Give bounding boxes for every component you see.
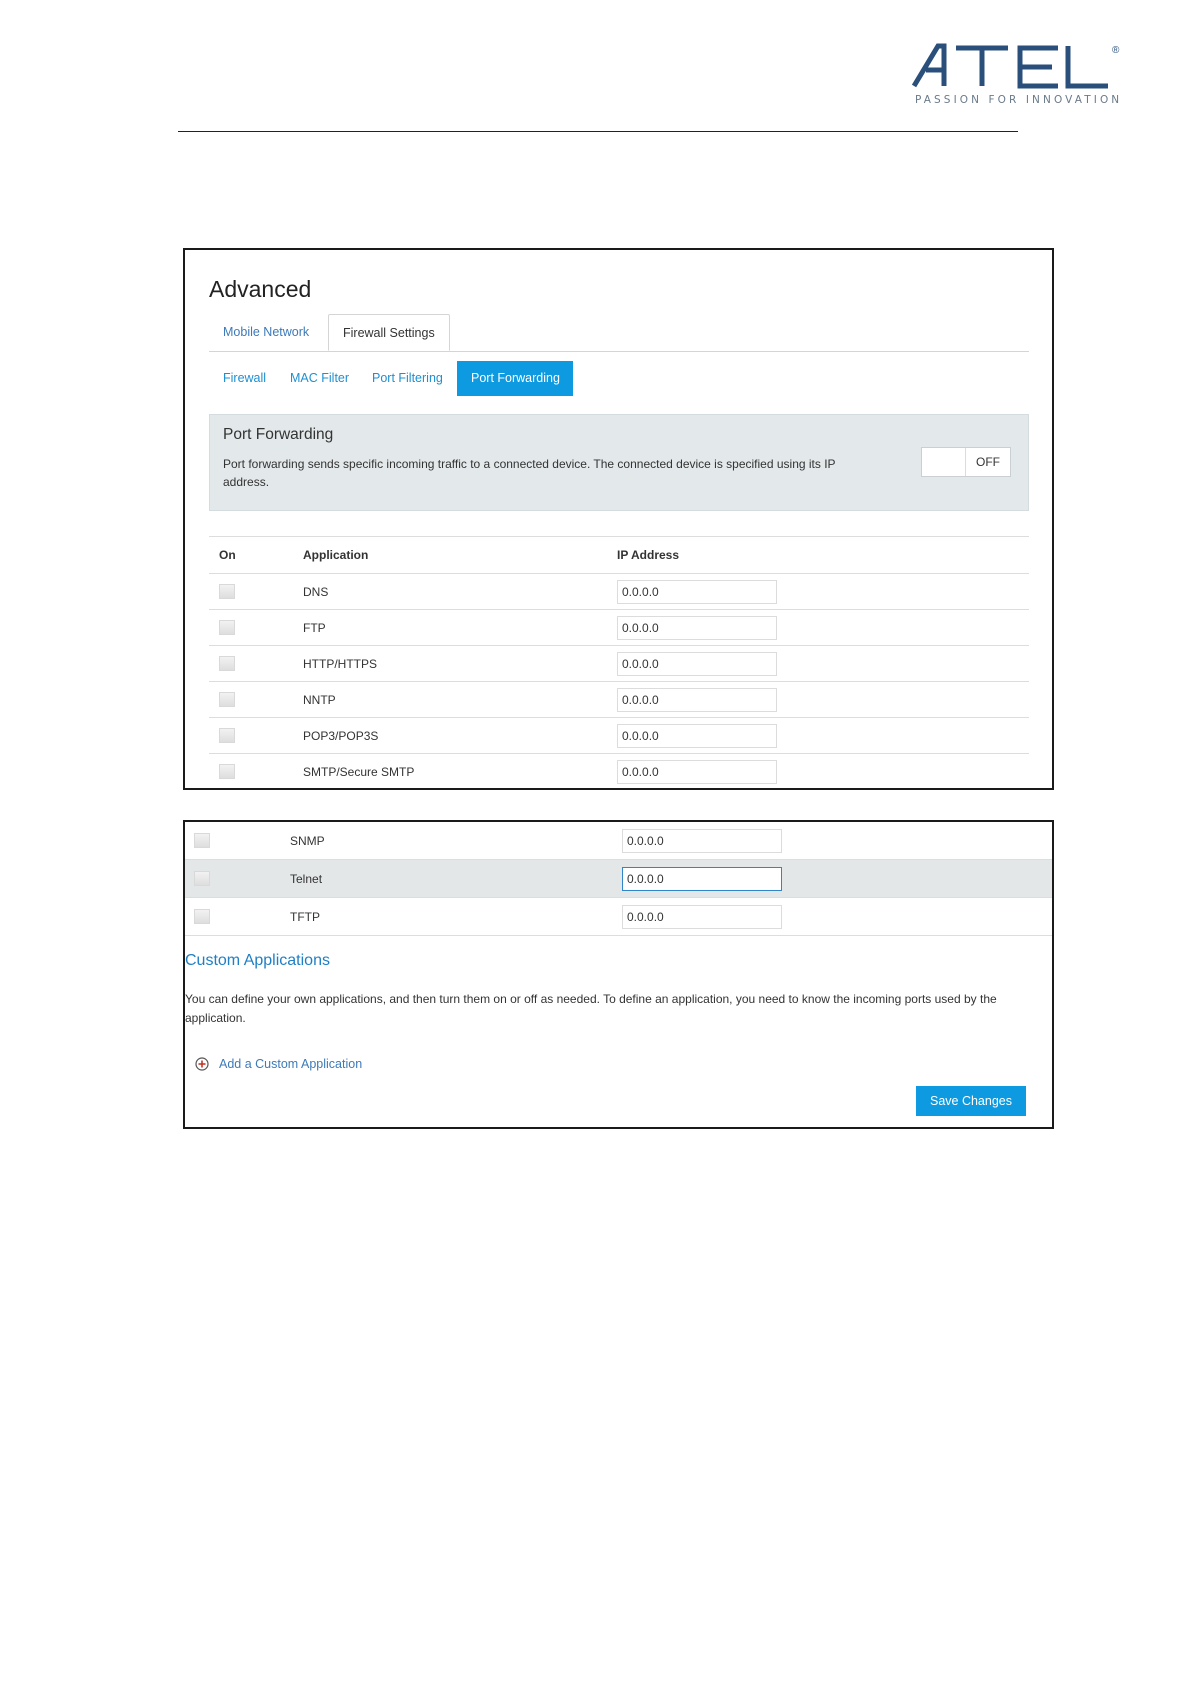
ip-address-input[interactable] [617,616,777,640]
custom-applications-title: Custom Applications [185,952,330,969]
table-row [209,754,1029,790]
row-application: POP3/POP3S [303,718,617,754]
row-checkbox[interactable] [219,620,235,635]
atel-wordmark-graphic [912,42,1112,92]
port-forwarding-panel [209,414,1029,511]
panel-description: Port forwarding sends specific incoming traffic to a connected device. The connected device is specified using its IP address. [223,457,836,489]
add-circle-icon [195,1057,209,1071]
table-row [209,574,1029,610]
row-checkbox[interactable] [219,764,235,779]
port-forwarding-table [209,536,1029,790]
ip-address-input[interactable] [617,724,777,748]
tab-mobile-network[interactable]: Mobile Network [223,325,310,339]
port-forwarding-table-continued [185,822,1052,936]
header-on: On [209,537,303,574]
registered-mark: ® [1112,45,1120,56]
row-checkbox[interactable] [194,833,210,848]
ip-address-input[interactable] [617,652,777,676]
subtab-firewall[interactable]: Firewall [223,371,267,385]
save-changes-button[interactable]: Save Changes [916,1086,1026,1116]
row-application: Telnet [290,860,622,898]
table-row [209,682,1029,718]
row-checkbox[interactable] [219,728,235,743]
ip-address-input[interactable] [617,760,777,784]
row-application: HTTP/HTTPS [303,646,617,682]
ip-address-input[interactable] [617,580,777,604]
table-row [209,610,1029,646]
subtab-mac-filter[interactable]: MAC Filter [290,371,350,385]
table-row [209,718,1029,754]
ip-address-input-focused[interactable] [622,867,782,891]
subtab-port-filtering[interactable]: Port Filtering [372,371,443,385]
row-checkbox[interactable] [194,871,210,886]
logo-tagline: PASSION FOR INNOVATION [915,94,1123,106]
table-row [209,646,1029,682]
row-application: TFTP [290,898,622,936]
row-application: DNS [303,574,617,610]
ip-address-input[interactable] [617,688,777,712]
row-application: NNTP [303,682,617,718]
table-header-row [209,537,1029,574]
table-row [185,898,1052,936]
row-application: SMTP/Secure SMTP [303,754,617,790]
main-tabs [209,314,1029,352]
header-divider [178,131,1018,132]
custom-applications-description: You can define your own applications, and then turn them on or off as needed. To define an application, you need to know the incoming ports used by the application. [185,992,997,1025]
panel-title: Port Forwarding [223,426,334,443]
table-row [185,822,1052,860]
screenshot-frame-top [183,248,1054,790]
header-ip-address: IP Address [617,537,1029,574]
ip-address-input[interactable] [622,829,782,853]
row-checkbox[interactable] [219,656,235,671]
subtab-port-forwarding[interactable]: Port Forwarding [457,361,573,396]
ip-address-input[interactable] [622,905,782,929]
header-application: Application [303,537,617,574]
tab-firewall-settings[interactable]: Firewall Settings [328,314,450,351]
toggle-knob [922,448,966,476]
row-checkbox[interactable] [219,584,235,599]
add-custom-application-label: Add a Custom Application [219,1057,363,1071]
atel-logo [912,42,1132,112]
row-checkbox[interactable] [219,692,235,707]
row-application: SNMP [290,822,622,860]
row-checkbox[interactable] [194,909,210,924]
table-row-selected [185,860,1052,898]
page-title: Advanced [209,276,312,302]
port-forwarding-toggle[interactable] [921,447,1011,477]
screenshot-frame-bottom [183,820,1054,1129]
row-application: FTP [303,610,617,646]
toggle-state-label: OFF [976,455,1000,469]
